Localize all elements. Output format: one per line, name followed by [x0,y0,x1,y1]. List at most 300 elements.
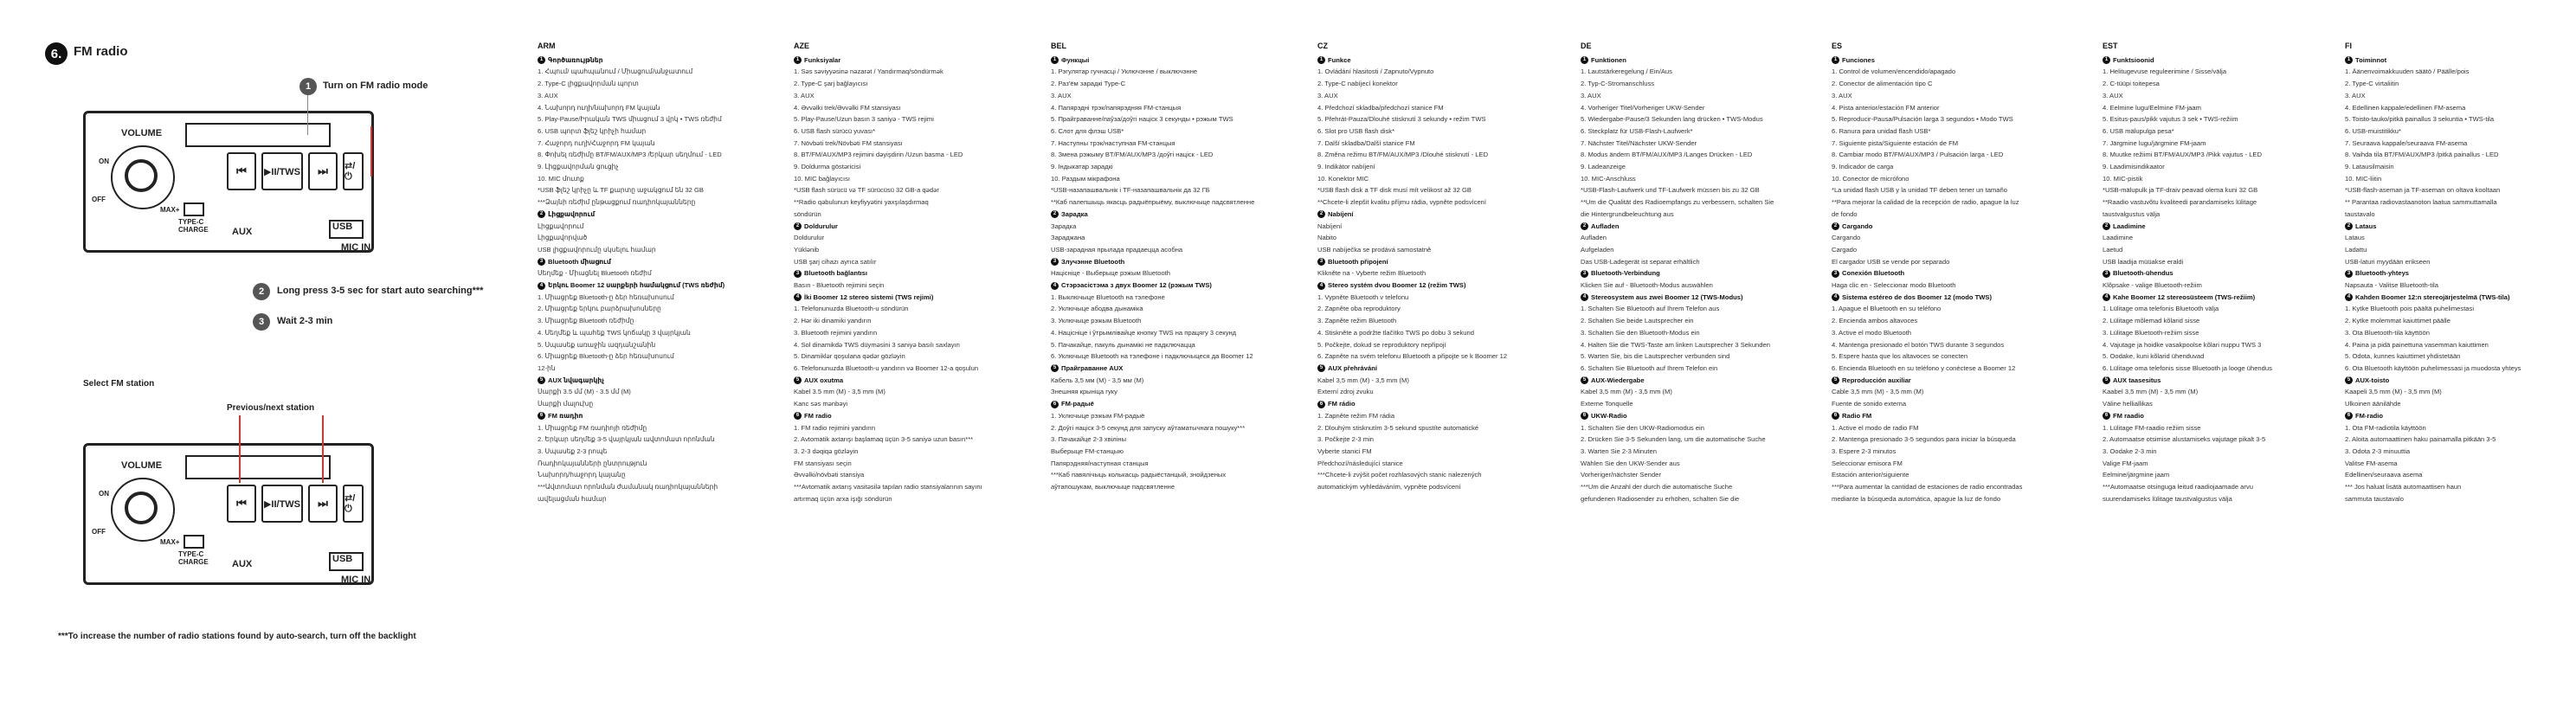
column-line: 3. Միացրեք Bluetooth ռեժիմը [538,317,634,325]
column-line: 10. Раздым мікрафона [1051,174,1120,183]
subheading-number: 2 [2345,222,2353,230]
column-line: ***Para aumentar la cantidad de estaciones de radio encontradas [1832,483,2023,491]
column-line: 1. Helitugevuse reguleerimine / Sisse/välja [2103,67,2227,76]
column-line: 1. Zapněte režim FM rádia [1317,411,1395,420]
column-line: 5. Odota, kunnes kaiuttimet yhdistetään [2345,352,2461,361]
column-line: 5. Пачакайце, пакуль дынамікі не падключацца [1051,340,1195,349]
column-line: 4. Націсніце і ўтрымлівайце кнопку TWS на працягу 3 секунд [1051,328,1237,337]
column-line: Yüklənib [794,245,820,254]
column-line: 3. Počkejte 2-3 min [1317,435,1374,444]
subheading-number: 1 [1051,56,1059,64]
column-line: 1. Lülitage FM-raadio režiim sisse [2103,423,2201,432]
column-line: 8. Změna režimu BT/FM/AUX/MP3 /Dlouhé stisknutí - LED [1317,151,1489,159]
subheading-number: 5 [2103,376,2110,384]
column-line: 2. Encienda ambos altavoces [1832,317,1918,325]
column-subheading [1581,410,1797,422]
column-subheading [1051,398,1267,410]
column-line: 2. Aloita automaattinen haku painamalla pitkään 3-5 [2345,435,2496,444]
column-line: 9. Індыкатар зарадкі [1051,163,1113,171]
column-line: 4. Eelmine lugu/Eelmine FM-jaam [2103,103,2201,112]
column-line: 9. Laadimisindikaator [2103,163,2165,171]
column-line: Laadimine [2103,234,2134,242]
column-line: 7. Seuraava kappale/seuraava FM-asema [2345,138,2468,147]
subheading-number: 1 [1832,56,1839,64]
column-line: 8. BT/FM/AUX/MP3 rejimini dəyişdirin /Uzun basma - LED [794,151,963,159]
subheading-number: 3 [1051,258,1059,266]
column-line: 5. Počkejte, dokud se reproduktory nepřipojí [1317,340,1446,349]
subheading-number: 1 [794,56,802,64]
column-subheading [538,375,754,387]
subheading-text: Nabíjení [1328,209,1354,218]
column-line: 9. Լիցքավորման ցուցիչ [538,163,619,171]
column-line: 2. Երկար սեղմեք 3-5 վայրկյան ավտոմատ որոնման [538,435,715,444]
column-line: 5. Toisto-tauko/pitkä painallus 3 sekuntia • TWS-tila [2345,115,2495,124]
next-button[interactable]: ⏭ [308,152,338,190]
column-subheading [2345,375,2561,387]
subheading-text: FM ռադիո [548,411,583,420]
column-subheading [1581,55,1797,67]
callout-2-number: 2 [253,283,270,300]
typec-label-2: TYPE-C CHARGE [178,550,209,566]
prev-highlight-arrow [239,415,241,483]
column-line: Ladattu [2345,245,2367,254]
subheading-text: AUX taasesitus [2113,376,2161,384]
subheading-number: 6 [1051,401,1059,408]
subheading-text: Kahe Boomer 12 stereosüsteem (TWS-režiim) [2113,292,2256,301]
column-line: **Um die Qualität des Radioempfangs zu verbessern, schalten Sie [1581,198,1774,207]
subheading-text: Злучэнне Bluetooth [1061,257,1125,266]
next-highlight-arrow [322,415,324,483]
subheading-number: 3 [1832,270,1839,278]
column-subheading [794,292,1010,304]
column-line: 3. Սպասեք 2-3 րոպե [538,447,608,455]
column-line: 6. Steckplatz für USB-Flash-Laufwerk* [1581,126,1693,135]
subheading-text: AUX přehrávání [1328,363,1377,372]
column-line: Kabel 3,5 mm (M) - 3,5 mm (M) [1317,376,1409,384]
column-line: 2. Type-C լիցքավորման պորտ [538,80,639,88]
column-line: 4. Předchozí skladba/předchozí stanice FM [1317,103,1444,112]
column-line: Klicken Sie auf - Bluetooth-Modus auswählen [1581,281,1713,290]
column-line: Vorheriger/nächster Sender [1581,471,1661,479]
subheading-number: 5 [538,376,545,384]
column-line: Սարքի մալուխը [538,400,594,408]
column-line: 9. Ladeanzeige [1581,163,1626,171]
subheading-text: Stereosystem aus zwei Boomer 12 (TWS-Modus) [1591,292,1743,301]
column-line: 2. Type-C şarj bağlayıcısı [794,80,868,88]
column-subheading [2345,292,2561,304]
column-line: 1. Vypněte Bluetooth v telefonu [1317,292,1409,301]
column-line: 5. Reproducir-Pausa/Pulsación larga 3 segundos • Modo TWS [1832,115,2013,124]
column-line: 1. Äänenvoimakkuuden säätö / Päälle/pois [2345,67,2470,76]
subheading-number: 4 [1051,282,1059,290]
column-line: 5. Прайграванне/паўза/доўгі націск 3 секунды • рэжым TWS [1051,115,1233,124]
column-line: 3. Bluetooth rejimini yandırın [794,328,878,337]
column-line: Aufgeladen [1581,245,1614,254]
column-line: **Chcete-li zlepšit kvalitu příjmu rádia, vypněte podsvícení [1317,198,1486,207]
column-subheading [1051,279,1267,292]
column-line: 2. Conector de alimentación tipo C [1832,80,1933,88]
prev-button[interactable]: ⏮ [227,152,256,190]
column-line: 10. MIC-pistik [2103,174,2143,183]
column-line: USB-laturi myydään erikseen [2345,257,2431,266]
column-line: Klikněte na - Vyberte režim Bluetooth [1317,269,1426,278]
callout-3-text: Wait 2-3 min [277,316,333,326]
column-subheading [2103,267,2319,279]
column-line: 6. Telefonunuzda Bluetooth-u yandırın və Boomer 12-a qoşulun [794,363,979,372]
subheading-number: 4 [538,282,545,290]
subheading-number: 1 [2103,56,2110,64]
column-subheading [538,279,754,292]
column-line: 6. Zapněte na svém telefonu Bluetooth a připojte se k Boomer 12 [1317,352,1508,361]
column-line: 5. Esitus-paus/pikk vajutus 3 sek • TWS-režiim [2103,115,2238,124]
subheading-number: 4 [794,293,802,301]
column-line: 2. Lülitage mõlemad kõlarid sisse [2103,317,2200,325]
column-line: 1. Kytke Bluetooth pois päältä puhelimestasi [2345,305,2475,313]
column-line: 7. Järgmine lugu/järgmine FM-jaam [2103,138,2206,147]
column-subheading [1581,221,1797,233]
column-line: 3. Zapněte režim Bluetooth [1317,317,1397,325]
column-line: El cargador USB se vende por separado [1832,257,1950,266]
next-button-2[interactable]: ⏭ [308,485,338,523]
column-line: Nabíjení [1317,222,1343,230]
column-subheading [1317,279,1534,292]
subheading-number: 3 [538,258,545,266]
column-subheading [1051,256,1267,268]
subheading-number: 2 [538,210,545,218]
subheading-number: 2 [2103,222,2110,230]
column-line: **Raadio vastuvõtu kvaliteedi parandamiseks lülitage [2103,198,2257,207]
column-line: 6. USB flash sürücü yuvası* [794,126,876,135]
language-code: FI [2345,42,2352,50]
column-line: *La unidad flash USB y la unidad TF deben tener un tamaño [1832,186,2007,195]
mode-button-2[interactable]: ⇄/⏻ [343,485,364,523]
mic-label: MIC IN [341,242,371,253]
column-line: 10. MIC-Anschluss [1581,174,1636,183]
column-line: 9. Indicador de carga [1832,163,1894,171]
column-line: 7. Наступны трэк/наступная FM-станцыя [1051,138,1175,147]
prev-button-2[interactable]: ⏮ [227,485,256,523]
subheading-text: UKW-Radio [1591,411,1627,420]
column-line: Estación anterior/siguiente [1832,471,1909,479]
column-line: ***Каб павялічыць колькасць радыёстанцый, знойдзеных [1051,471,1227,479]
column-line: ** Parantaa radiovastaanoton laatua sammuttamalla [2345,198,2497,207]
column-subheading [2103,410,2319,422]
column-line: mediante la búsqueda automática, apague la luz de fondo [1832,494,2001,503]
subheading-text: FM rádio [1328,400,1356,408]
column-line: 5. Oodake, kuni kõlarid ühenduvad [2103,352,2205,361]
column-line: Kanc səs mənbəyi [794,400,848,408]
column-line: Laetud [2103,245,2123,254]
subheading-number: 2 [1051,210,1059,218]
subheading-number: 5 [2345,376,2353,384]
subheading-number: 3 [2345,270,2353,278]
column-line: 4. Paina ja pidä painettuna vasemman kaiuttimen [2345,340,2489,349]
column-line: artırmaq üçün arxa işığı söndürün [794,494,892,503]
column-line: Папярэдняя/наступная станцыя [1051,459,1149,467]
column-line: 1. Control de volumen/encendido/apagado [1832,67,1956,76]
column-subheading [1832,410,2048,422]
column-line: 3. AUX [1581,91,1601,100]
column-line: 6. USB mälupulga pesa* [2103,126,2174,135]
column-line: 7. Հաջորդ ուղի/Հաջորդ FM կայան [538,138,655,147]
column-line: ավելացման համար [538,494,607,503]
callout-1-leader [307,95,308,135]
column-line: 2. Dlouhým stisknutím 3-5 sekund spustíte automatické [1317,423,1479,432]
callout-1-text: Turn on FM radio mode [323,80,428,91]
subheading-number: 4 [2345,293,2353,301]
column-line: 4. Sol dinamikdə TWS düyməsini 3 saniyə basılı saxlayın [794,340,960,349]
typec-port [184,202,204,216]
column-line: Eelmine/järgmine jaam [2103,471,2170,479]
footnote: ***To increase the number of radio stations found by auto-search, turn off the backlight [58,632,416,641]
column-subheading [2103,375,2319,387]
column-line: *USB flash sürücü və TF sürücüsü 32 GB-a qədər [794,186,939,195]
language-column-aze [794,41,1010,504]
column-subheading [2345,221,2561,233]
column-line: Väline helliallikas [2103,400,2153,408]
column-line: 2. Drücken Sie 3-5 Sekunden lang, um die automatische Suche [1581,435,1766,444]
play-tws-button[interactable]: ▶II/TWS [261,152,303,190]
column-line: 1. Միացրեք FM ռադիոյի ռեժիմը [538,423,647,432]
subheading-text: İki Boomer 12 stereo sistemi (TWS rejimi) [804,292,934,301]
subheading-text: Stereo systém dvou Boomer 12 (režim TWS) [1328,281,1466,290]
column-line: 2. Schalten Sie beide Lautsprecher ein [1581,317,1694,325]
column-subheading [538,410,754,422]
column-line: 10. Konektor MIC [1317,174,1369,183]
subheading-text: Գործառույթներ [548,55,603,64]
subheading-number: 5 [1581,376,1588,384]
column-line: 6. Encienda Bluetooth en su teléfono y conéctese a Boomer 12 [1832,363,2016,372]
language-column-est [2103,41,2319,504]
column-line: 5. Espere hasta que los altavoces se conecten [1832,352,1968,361]
column-subheading [1832,292,2048,304]
column-line: Cargando [1832,234,1861,242]
column-line: de fondo [1832,209,1858,218]
column-line: Кабель 3,5 мм (M) - 3,5 мм (M) [1051,376,1144,384]
column-line: 5. Wiedergabe-Pause/3 Sekunden lang drücken • TWS-Modus [1581,115,1763,124]
column-line: Націсніце - Выберыце рэжым Bluetooth [1051,269,1170,278]
subheading-text: Bluetooth připojení [1328,257,1388,266]
subheading-number: 4 [1581,293,1588,301]
column-subheading [1581,292,1797,304]
subheading-text: Стэрэасістэма з двух Boomer 12 (рэжым TWS) [1061,281,1212,290]
subheading-text: Sistema estéreo de dos Boomer 12 (modo TWS) [1842,292,1993,301]
subheading-number: 4 [2103,293,2110,301]
column-line: 8. Змена рэжыму BT/FM/AUX/MP3 /доўгі націск - LED [1051,151,1214,159]
column-line: *USB-mälupulk ja TF-draiv peavad olema kuni 32 GB [2103,186,2258,195]
column-line: 5. Սպասեք առաջին ազդանշանին [538,340,656,349]
typec-port-2 [184,535,204,549]
on-label: ON [99,157,109,165]
column-line: 6. Lülitage oma telefonis sisse Bluetooth ja looge ühendus [2103,363,2272,372]
language-code: ES [1832,42,1843,50]
column-line: suurendamiseks lülitage taustvalgustus välja [2103,494,2232,503]
subheading-text: AUX oxutma [804,376,844,384]
column-line: *** Jos haluat lisätä automaattisen haun [2345,483,2462,491]
column-line: 1. FM radio rejimini yandırın [794,423,876,432]
subheading-text: Cargando [1842,222,1873,230]
column-subheading [1317,55,1534,67]
column-line: 6. USB-muistitikku* [2345,126,2401,135]
section-number: 6. [45,42,68,65]
volume-knob-ring-2 [125,491,158,524]
column-line: Wählen Sie den UKW-Sender aus [1581,459,1680,467]
column-line: 3. Ota Bluetooth-tila käyttöön [2345,328,2430,337]
column-line: 1. Səs səviyyəsinə nəzarət / Yandırmaq/söndürmək [794,67,943,76]
column-line: 1. Schalten Sie den UKW-Radiomodus ein [1581,423,1704,432]
column-line: Lataus [2345,234,2365,242]
column-line: Předchozí/následující stanice [1317,459,1403,467]
subheading-text: FM-radio [2355,411,2384,420]
column-line: 1. Рэгулятар гучнасці / Уключэнне / выключэнне [1051,67,1198,76]
column-line: 8. Modus ändern BT/FM/AUX/MP3 /Langes Drücken - LED [1581,151,1753,159]
subheading-text: Funktsioonid [2113,55,2154,64]
column-line: Выберыце FM-станцыю [1051,447,1124,455]
subheading-number: 3 [1317,258,1325,266]
subheading-number: 2 [1581,222,1588,230]
column-line: 6. Уключыце Bluetooth на тэлефоне і падключыцеся да Boomer 12 [1051,352,1253,361]
subheading-text: FM raadio [2113,411,2144,420]
subheading-number: 6 [1317,401,1325,408]
column-line: 8. Vaihda tila BT/FM/AUX/MP3 /pitkä painallus - LED [2345,151,2499,159]
column-line: Nabito [1317,234,1336,242]
subheading-text: Bluetooth-Verbindung [1591,269,1660,278]
column-line: Լիցքավորված [538,234,588,242]
subheading-text: Toiminnot [2355,55,2387,64]
section-title: FM radio [74,44,128,59]
column-line: ***Chcete-li zvýšit počet rozhlasových stanic nalezených [1317,471,1482,479]
column-line: **Para mejorar la calidad de la recepción de radio, apague la luz [1832,198,2019,207]
language-code: AZE [794,42,809,50]
column-line: 6. Slot pro USB flash disk* [1317,126,1395,135]
column-subheading [1581,267,1797,279]
column-subheading [1051,55,1267,67]
subheading-number: 5 [1317,364,1325,372]
usb-label-2: USB [332,554,353,564]
column-line: 4. Նախորդ ուղի/նախորդ FM կայան [538,103,660,112]
column-line: 4. Pista anterior/estación FM anterior [1832,103,1940,112]
column-line: Əvvəlki/növbəti stansiya [794,471,865,479]
column-line: 9. Latausilmaisin [2345,163,2394,171]
column-line: Знешняя крыніца гуку [1051,388,1117,396]
column-line: 3. 2-3 dəqiqə gözləyin [794,447,859,455]
column-line: 3. Lülitage Bluetooth-režiim sisse [2103,328,2199,337]
column-line: 6. Ranura para unidad flash USB* [1832,126,1931,135]
column-subheading [1317,209,1534,221]
column-line: USB şarj cihazı ayrıca satılır [794,257,877,266]
column-line: Kabel 3.5 mm (M) - 3,5 mm (M) [794,388,886,396]
on-label-2: ON [99,490,109,498]
column-line: 3. AUX [1317,91,1338,100]
column-line: 5. Play-Pause/Uzun basın 3 saniyə - TWS rejimi [794,115,934,124]
column-line: 7. Siguiente pista/Siguiente estación de FM [1832,138,1959,147]
column-line: ***Ձայնի ռեժիմ ընթացքում ռադիոկայանները [538,198,696,207]
column-line: ***Um die Anzahl der durch die automatische Suche [1581,483,1733,491]
callout-1-number: 1 [299,78,317,95]
column-line: 5. Přehrát-Pauza/Dlouhé stisknutí 3 sekundy • režim TWS [1317,115,1486,124]
column-line: 10. MIC մուտք [538,174,584,183]
column-line: Haga clic en - Seleccionar modo Bluetooth [1832,281,1956,290]
column-line: 4. Stiskněte a podržte tlačítko TWS po dobu 3 sekund [1317,328,1474,337]
column-line: 7. Nächster Titel/Nächster UKW-Sender [1581,138,1697,147]
column-line: Ulkoinen äänilähde [2345,400,2401,408]
column-line: 4. Halten Sie die TWS-Taste am linken Lautsprecher 3 Sekunden [1581,340,1770,349]
display-screen-2 [185,455,331,479]
subheading-number: 3 [2103,270,2110,278]
column-line: USB-зарадная прылада прадаецца асобна [1051,245,1183,254]
column-line: 2. Automaatse otsimise alustamiseks vajutage pikalt 3-5 [2103,435,2266,444]
subheading-number: 6 [1581,412,1588,420]
subheading-text: Լիցքավորում [548,209,596,218]
column-line: Aufladen [1581,234,1607,242]
display-screen [185,123,331,147]
column-line: 9. Indikátor nabíjení [1317,163,1375,171]
column-line: taustvalgustus välja [2103,209,2161,218]
subheading-text: Kahden Boomer 12:n stereojärjestelmä (TWS-tila) [2355,292,2510,301]
column-line: 1. Ota FM-radiotila käyttöön [2345,423,2426,432]
subheading-number: 5 [794,376,802,384]
aux-label: AUX [232,227,253,237]
column-line: 2. Kytke molemmat kaiuttimet päälle [2345,317,2450,325]
column-line: **Radio qəbulunun keyfiyyətini yaxşılaşdırmaq [794,198,929,207]
select-station-title: Select FM station [83,379,155,389]
column-line: USB nabíječka se prodává samostatně [1317,245,1432,254]
column-line: 4. Vorheriger Titel/Vorheriger UKW-Sender [1581,103,1705,112]
subheading-number: 6 [794,412,802,420]
column-line: 1. Уключыце рэжым FM-радыё [1051,411,1145,420]
play-tws-button-2[interactable]: ▶II/TWS [261,485,303,523]
column-subheading [1832,267,2048,279]
subheading-number: 2 [1832,222,1839,230]
column-line: 2. Доўгі націск 3-5 секунд для запуску аўтаматычнага пошуку*** [1051,423,1246,432]
column-line: Kaapeli 3,5 mm (M) - 3,5 mm (M) [2345,388,2442,396]
column-line: 3. Espere 2-3 minutos [1832,447,1897,455]
subheading-text: Bluetooth-ühendus [2113,269,2174,278]
subheading-text: FM radio [804,411,832,420]
column-line: **Каб палепшыць якасць радыёпрыёму, выключыце падсвятленне [1051,198,1255,207]
subheading-number: 3 [794,270,802,278]
subheading-text: Funciones [1842,55,1875,64]
language-code: DE [1581,42,1592,50]
column-subheading [1832,221,2048,233]
column-line: 3. AUX [538,91,558,100]
column-line: Cargado [1832,245,1858,254]
subheading-text: Bluetooth bağlantısı [804,269,867,278]
column-line: 9. Doldurma göstəricisi [794,163,861,171]
column-line: 6. Schalten Sie Bluetooth auf Ihrem Telefon ein [1581,363,1718,372]
mode-button[interactable]: ⇄/⏻ [343,152,364,190]
column-line: Зараджана [1051,234,1085,242]
column-line: 5. Warten Sie, bis die Lautsprecher verbunden sind [1581,352,1730,361]
column-line: *USB-назапашвальнік і TF-назапашвальнік да 32 ГБ [1051,186,1210,195]
subheading-number: 4 [1317,282,1325,290]
column-line: 4. Սեղմեք և պահեք TWS կոճակը 3 վայրկյան [538,328,691,337]
subheading-number: 1 [538,56,545,64]
column-line: 8. Cambiar modo BT/FM/AUX/MP3 / Pulsación larga - LED [1832,151,2004,159]
column-line: 6. Слот для флэш USB* [1051,126,1124,135]
subheading-number: 5 [1832,376,1839,384]
column-line: 6. USB պորտ ֆլեշ կրիչի համար [538,126,647,135]
column-subheading [794,267,1010,279]
subheading-text: FM-радыё [1061,400,1094,408]
subheading-text: Aufladen [1591,222,1620,230]
column-line: Valige FM-jaam [2103,459,2148,467]
column-line: 1. Lülitage oma telefonis Bluetooth välja [2103,305,2219,313]
column-line: 3. AUX [1051,91,1072,100]
column-line: 2. Typ-C-Stromanschluss [1581,80,1655,88]
column-line: ***Automaatse otsinguga leitud raadiojaamade arvu [2103,483,2253,491]
column-line: Valitse FM-asema [2345,459,2398,467]
